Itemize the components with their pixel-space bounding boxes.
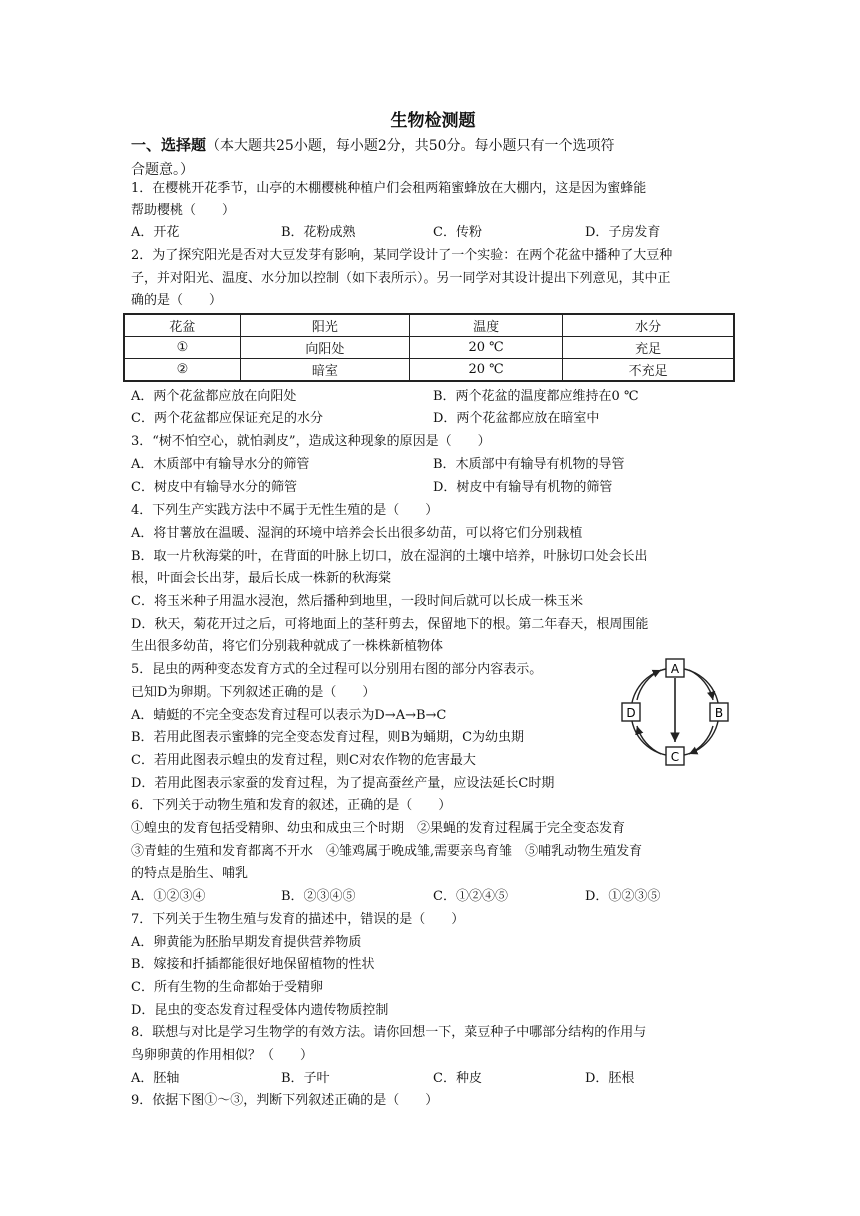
table-header: 阳光: [240, 314, 409, 337]
q2-stem-1: 2．为了探究阳光是否对大豆发芽有影响，某同学设计了一个实验：在两个花盆中播种了大豆种: [131, 248, 673, 263]
q2-stem-3: 确的是（ ）: [131, 293, 223, 308]
node-d-label: D: [626, 706, 636, 720]
table-header: 水分: [563, 314, 734, 337]
q6-option-c: C．①②④⑤: [433, 889, 508, 904]
q4-option-b-2: 根，叶面会长出芽，最后长成一株新的秋海棠: [131, 571, 392, 586]
table-row: [124, 337, 734, 359]
q7-option-d: D．昆虫的变态发育过程受体内遗传物质控制: [131, 1003, 389, 1018]
q1-stem-1: 1．在樱桃开花季节，山亭的木棚樱桃种植户们会租两箱蜜蜂放在大棚内，这是因为蜜蜂能: [131, 181, 647, 196]
q5-option-d: D．若用此图表示家蚕的发育过程，为了提高蚕丝产量，应设法延长C时期: [131, 776, 555, 791]
table-cell: 20 ℃: [410, 337, 563, 359]
table-header: 花盆: [124, 314, 240, 337]
q4-option-d-2: 生出很多幼苗，将它们分别栽种就成了一株株新植物体: [131, 639, 444, 654]
q8-option-a: A．胚轴: [131, 1071, 180, 1086]
q2-stem-2: 子，并对阳光、温度、水分加以控制（如下表所示）。另一同学对其设计提出下列意见，其中正: [131, 271, 671, 286]
node-a-label: A: [670, 662, 680, 676]
q3-stem: 3．“树不怕空心，就怕剥皮”，造成这种现象的原因是（ ）: [131, 434, 491, 449]
table-cell: 20 ℃: [410, 359, 563, 382]
section-heading: [131, 133, 735, 182]
q5-stem-1: 5．昆虫的两种变态发育方式的全过程可以分别用右图的部分内容表示。: [131, 662, 543, 677]
q6-option-a: A．①②③④: [131, 889, 206, 904]
q2-option-a: A．两个花盆都应放在向阳处: [131, 389, 297, 404]
page-title: 生物检测题: [390, 111, 476, 131]
q8-stem-2: 鸟卵卵黄的作用相似？（ ）: [131, 1048, 314, 1063]
section-desc-1: （本大题共25小题，每小题2分，共50分。每小题只有一个选项符: [206, 138, 615, 154]
q7-option-c: C．所有生物的生命都始于受精卵: [131, 980, 323, 995]
table-header-row: [124, 314, 734, 337]
table-cell: ①: [124, 337, 240, 359]
table-cell: 暗室: [240, 359, 409, 382]
q5-stem-2: 已知D为卵期。下列叙述正确的是（ ）: [131, 685, 376, 700]
section-label: 一、选择题: [131, 136, 207, 154]
q7-stem: 7．下列关于生物生殖与发育的描述中，错误的是（ ）: [131, 912, 465, 927]
experiment-table: [123, 313, 735, 382]
node-b-label: B: [714, 706, 724, 720]
q4-option-a: A．将甘薯放在温暖、湿润的环境中培养会长出很多幼苗，可以将它们分别栽植: [131, 526, 583, 541]
q4-option-c: C．将玉米种子用温水浸泡，然后播种到地里，一段时间后就可以长成一株玉米: [131, 594, 583, 609]
table-cell: 充足: [563, 337, 734, 359]
q3-option-a: A．木质部中有输导水分的筛管: [131, 457, 310, 472]
q3-option-c: C．树皮中有输导水分的筛管: [131, 480, 297, 495]
table-cell: ②: [124, 359, 240, 382]
q5-option-b: B．若用此图表示蜜蜂的完全变态发育过程，则B为蛹期，C为幼虫期: [131, 730, 525, 745]
q3-option-b: B．木质部中有输导有机物的导管: [433, 457, 625, 472]
q1-stem-2: 帮助樱桃（ ）: [131, 203, 236, 218]
q2-option-c: C．两个花盆都应保证充足的水分: [131, 411, 323, 426]
q7-option-b: B．嫁接和扦插都能很好地保留植物的性状: [131, 957, 375, 972]
table-cell: 向阳处: [240, 337, 409, 359]
q6-stem-3: ③青蛙的生殖和发育都离不开水 ④雏鸡属于晚成雏,需要亲鸟育雏 ⑤哺乳动物生殖发育: [131, 844, 643, 859]
table-row: [124, 359, 734, 382]
q1-option-c: C．传粉: [433, 225, 482, 240]
q4-stem: 4．下列生产实践方法中不属于无性生殖的是（ ）: [131, 503, 439, 518]
q7-option-a: A．卵黄能为胚胎早期发育提供营养物质: [131, 935, 362, 950]
q6-option-b: B．②③④⑤: [281, 889, 356, 904]
insect-lifecycle-diagram: [611, 656, 739, 768]
q6-option-d: D．①②③⑤: [585, 889, 661, 904]
section-desc-2: 合题意。）: [131, 162, 194, 178]
q8-stem-1: 8．联想与对比是学习生物学的有效方法。请你回想一下，菜豆种子中哪部分结构的作用与: [131, 1025, 647, 1040]
q6-stem-2: ①蝗虫的发育包括受精卵、幼虫和成虫三个时期 ②果蝇的发育过程属于完全变态发育: [131, 821, 626, 836]
node-c-label: C: [670, 750, 680, 764]
q9-stem: 9．依据下图①～③，判断下列叙述正确的是（ ）: [131, 1093, 439, 1108]
table-cell: 不充足: [563, 359, 734, 382]
q4-option-b-1: B．取一片秋海棠的叶，在背面的叶脉上切口，放在湿润的土壤中培养，叶脉切口处会长出: [131, 549, 648, 564]
q1-option-a: A．开花: [131, 225, 180, 240]
q4-option-d-1: D．秋天，菊花开过之后，可将地面上的茎秆剪去，保留地下的根。第二年春天，根周围能: [131, 617, 649, 632]
q5-option-c: C．若用此图表示蝗虫的发育过程，则C对农作物的危害最大: [131, 753, 476, 768]
q3-option-d: D．树皮中有输导有机物的筛管: [433, 480, 613, 495]
table-header: 温度: [410, 314, 563, 337]
q6-stem-1: 6．下列关于动物生殖和发育的叙述，正确的是（ ）: [131, 798, 452, 813]
q8-option-d: D．胚根: [585, 1071, 635, 1086]
q1-option-d: D．子房发育: [585, 225, 661, 240]
q2-option-b: B．两个花盆的温度都应维持在0 ℃: [433, 389, 639, 404]
q8-option-b: B．子叶: [281, 1071, 330, 1086]
q5-option-a: A．蜻蜓的不完全变态发育过程可以表示为D→A→B→C: [131, 708, 447, 723]
q2-option-d: D．两个花盆都应放在暗室中: [433, 411, 600, 426]
q8-option-c: C．种皮: [433, 1071, 482, 1086]
q6-stem-4: 的特点是胎生、哺乳: [131, 866, 249, 881]
q1-option-b: B．花粉成熟: [281, 225, 356, 240]
